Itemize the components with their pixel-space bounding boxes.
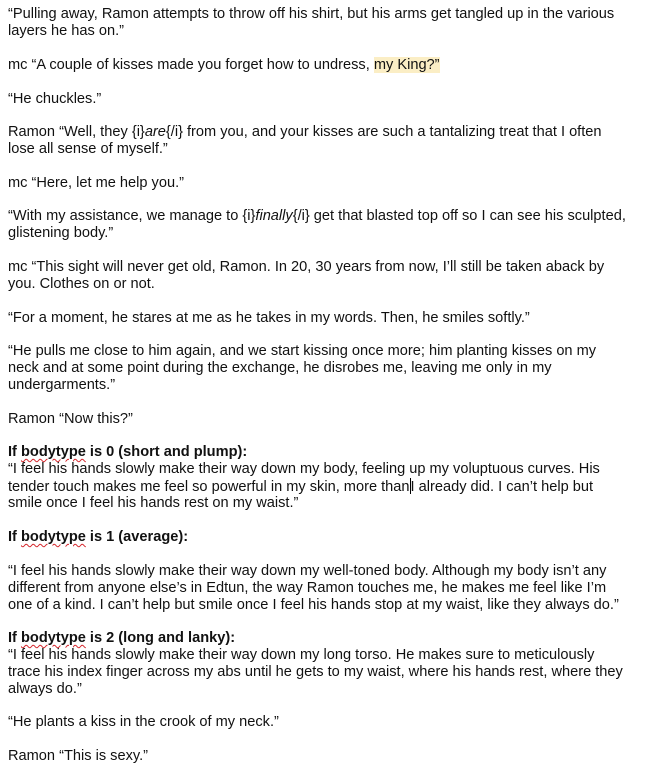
italic-text: finally [255, 208, 293, 224]
paragraph-line [8, 478, 593, 496]
text-run: If [8, 529, 21, 545]
paragraph-line: lose all sense of myself.” [8, 141, 168, 157]
paragraph-line: “I feel his hands slowly make their way down my body, feeling up my voluptuous curves. His [8, 461, 600, 477]
paragraph-line [8, 208, 626, 225]
paragraph-line: neck and at some point during the exchange, he disrobes me, leaving me only in my [8, 360, 552, 376]
text-run: is 1 (average): [85, 529, 189, 545]
paragraph-line: “He pulls me close to him again, and we start kissing once more; him planting kisses on my [8, 343, 597, 359]
text-run: {/i} get that blasted top off so I can see his sculpted, [292, 208, 626, 224]
text-run: is 0 (short and plump): [85, 444, 248, 460]
paragraph-line: always do.” [8, 681, 82, 697]
text-run: tender touch makes me feel so powerful in my skin, more than [8, 479, 410, 495]
spellcheck-word[interactable]: bodytype [20, 444, 86, 460]
paragraph-line: “He plants a kiss in the crook of my neck.” [8, 714, 279, 730]
paragraph-line: “I feel his hands slowly make their way down my long torso. He makes sure to meticulously [8, 647, 595, 663]
text-run: If [8, 444, 21, 460]
section-heading [8, 529, 188, 546]
paragraph-line [8, 124, 602, 141]
paragraph-line: “I feel his hands slowly make their way down my well-toned body. Although my body isn’t any [8, 563, 607, 579]
text-run: {/i} from you, and your kisses are such a tantalizing treat that I often [165, 124, 602, 140]
paragraph-line: different from anyone else’s in Edtun, the way Ramon touches me, he makes me feel like I’m [8, 580, 607, 596]
paragraph-line: mc “This sight will never get old, Ramon. In 20, 30 years from now, I’ll still be taken aback by [8, 259, 605, 275]
paragraph-line: one of a kind. I can’t help but smile once I feel his hands stop at my waist, like they always do.” [8, 597, 619, 613]
text-run: Ramon “Well, they {i} [8, 124, 145, 140]
italic-text: are [144, 124, 166, 140]
section-heading [8, 630, 235, 647]
spellcheck-word[interactable]: bodytype [20, 529, 86, 545]
text-run: “With my assistance, we manage to {i} [8, 208, 256, 224]
paragraph-line: Ramon “Now this?” [8, 411, 133, 427]
text-run: is 2 (long and lanky): [85, 630, 236, 646]
highlighted-text: my King?” [373, 57, 440, 73]
paragraph-line: glistening body.” [8, 225, 114, 241]
paragraph-line: smile once I feel his hands rest on my waist.” [8, 495, 299, 511]
paragraph-line: undergarments.” [8, 377, 116, 393]
text-run: If [8, 630, 21, 646]
paragraph-line: layers he has on.” [8, 23, 125, 39]
spellcheck-word[interactable]: bodytype [20, 630, 86, 646]
paragraph-line [8, 57, 440, 74]
text-run: mc “A couple of kisses made you forget how to undress, [8, 57, 374, 73]
paragraph-line: mc “Here, let me help you.” [8, 175, 184, 191]
text-run: I already did. I can’t help but [410, 479, 594, 495]
paragraph-line: “For a moment, he stares at me as he takes in my words. Then, he smiles softly.” [8, 310, 530, 326]
paragraph-line: trace his index finger across my abs until he gets to my waist, where his hands rest, where they [8, 664, 623, 680]
paragraph-line: “Pulling away, Ramon attempts to throw off his shirt, but his arms get tangled up in the various [8, 6, 615, 22]
paragraph-line: “He chuckles.” [8, 91, 102, 107]
section-heading [8, 444, 247, 461]
paragraph-line: Ramon “This is sexy.” [8, 748, 149, 764]
paragraph-line: you. Clothes on or not. [8, 276, 155, 292]
